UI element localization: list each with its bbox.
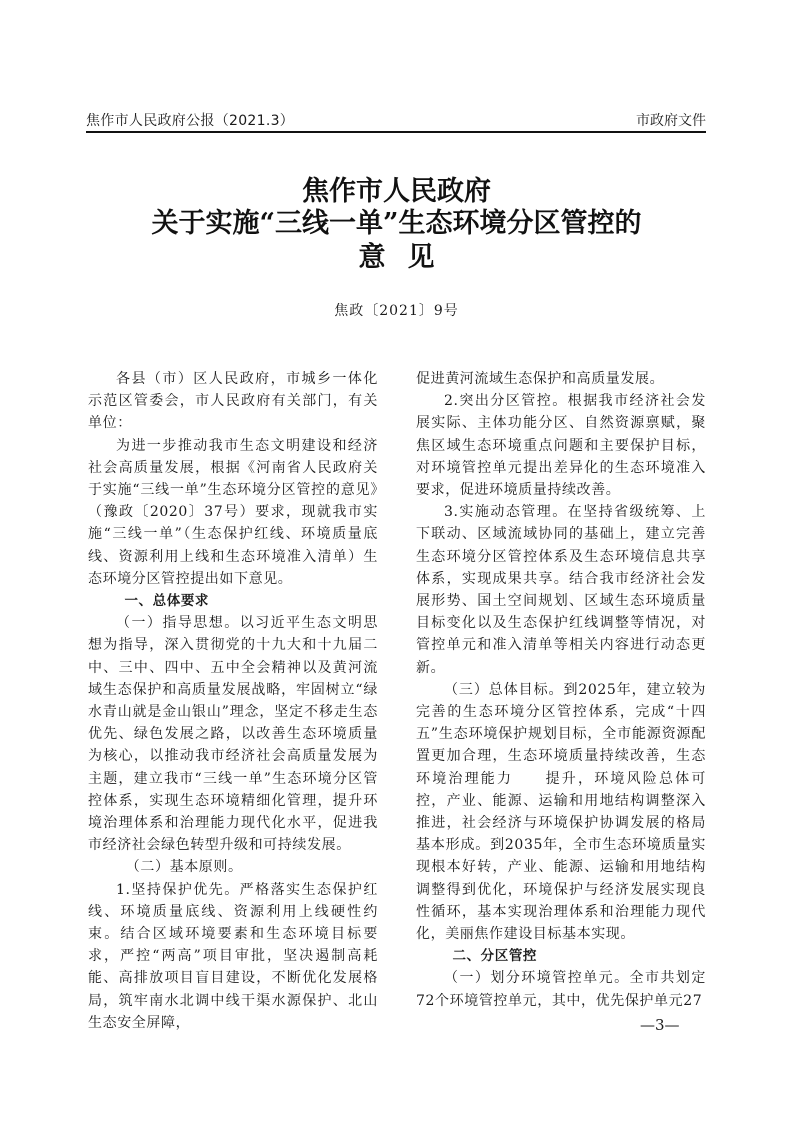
paragraph: 2.突出分区管控。根据我市经济社会发展实际、主体功能分区、自然资源禀赋，聚焦区域生态环境重点问题和主要保护目标，对环境管控单元提出差异化的生态环境准入要求，促进环境质量持续改善。 [416, 393, 706, 499]
subheading: （二）基本原则。 [125, 859, 243, 876]
paragraph: 1.坚持保护优先。严格落实生态保护红线、环境质量底线、资源利用上线硬性约束。结合区域环境要素和生态环境目标要求，严控“两高”项目审批，坚决遏制高耗能、高排放项目盲目建设，不断优化发展格局，筑牢南水北调中线干渠水源保护、北山生态安全屏障， [88, 881, 378, 1031]
paragraph: （三）总体目标。到2025年，建立较为完善的生态环境分区管控体系，完成“十四五”生态环境保护规划目标，全市能源资源配置更加合理，生态环境质量持续改善，生态环境治理能力 提升，环境风险总体可控，产业、能源、运输和用地结构调整深入推进，社会经济与环境保护协调发展的格局基本形成。到2035年，全市生态环境质量实现根本好转，产业、能源、运输和用地结构调整得到优化，环境保护与经济发展实现良性循环，基本实现治理体系和治理能力现代化，美丽焦作建设目标基本实现。 [416, 681, 706, 943]
section-label: 市政府文件 [636, 113, 706, 129]
paragraph: 为进一步推动我市生态文明建设和经济社会高质量发展，根据《河南省人民政府关于实施“三线一单”生态环境分区管控的意见》（豫政〔2020〕37号）要求，现就我市实施“三线一单”（生态保护红线、环境质量底线、资源利用上线和生态环境准入清单）生态环境分区管控提出如下意见。 [88, 437, 378, 587]
running-header [86, 108, 706, 132]
right-column [416, 368, 706, 1012]
document-number: 焦政〔2021〕9号 [334, 303, 459, 319]
page-number: —3— [640, 1016, 680, 1034]
title-line-3: 意见 [358, 242, 457, 273]
section-heading: 二、分区管控 [452, 948, 538, 965]
paragraph: 3.实施动态管理。在坚持省级统筹、上下联动、区域流域协同的基础上，建立完善生态环境分区管控体系及生态环境信息共享体系，实现成果共享。结合我市经济社会发展形势、国土空间规划、区域生态环境质量目标变化以及生态保护红线调整等情况，对管控单元和准入清单等相关内容进行动态更新。 [416, 504, 706, 676]
header-rule [86, 131, 706, 133]
paragraph-continued: 促进黄河流域生态保护和高质量发展。 [416, 371, 665, 387]
title-line-1: 焦作市人民政府 [302, 176, 491, 207]
paragraph: （一）划分环境管控单元。全市共划定72个环境管控单元，其中，优先保护单元27 [416, 970, 706, 1009]
title-line-2: 关于实施“三线一单”生态环境分区管控的 [151, 208, 642, 239]
bulletin-title: 焦作市人民政府公报（2021.3） [86, 113, 295, 129]
section-heading: 一、总体要求 [124, 593, 210, 610]
paragraph: （一）指导思想。以习近平生态文明思想为指导，深入贯彻党的十九大和十九届二中、三中、四中、五中全会精神以及黄河流域生态保护和高质量发展战略，牢固树立“绿水青山就是金山银山”理念，坚定不移走生态优先、绿色发展之路，以改善生态环境质量为核心，以推动我市经济社会高质量发展为主题，建立我市“三线一单”生态环境分区管控体系，实现生态环境精细化管理，提升环境治理体系和治理能力现代化水平，促进我市经济社会绿色转型升级和可持续发展。 [88, 615, 378, 854]
left-column [88, 368, 378, 1034]
salutation: 各县（市）区人民政府，市城乡一体化示范区管委会，市人民政府有关部门，有关单位： [88, 371, 378, 432]
